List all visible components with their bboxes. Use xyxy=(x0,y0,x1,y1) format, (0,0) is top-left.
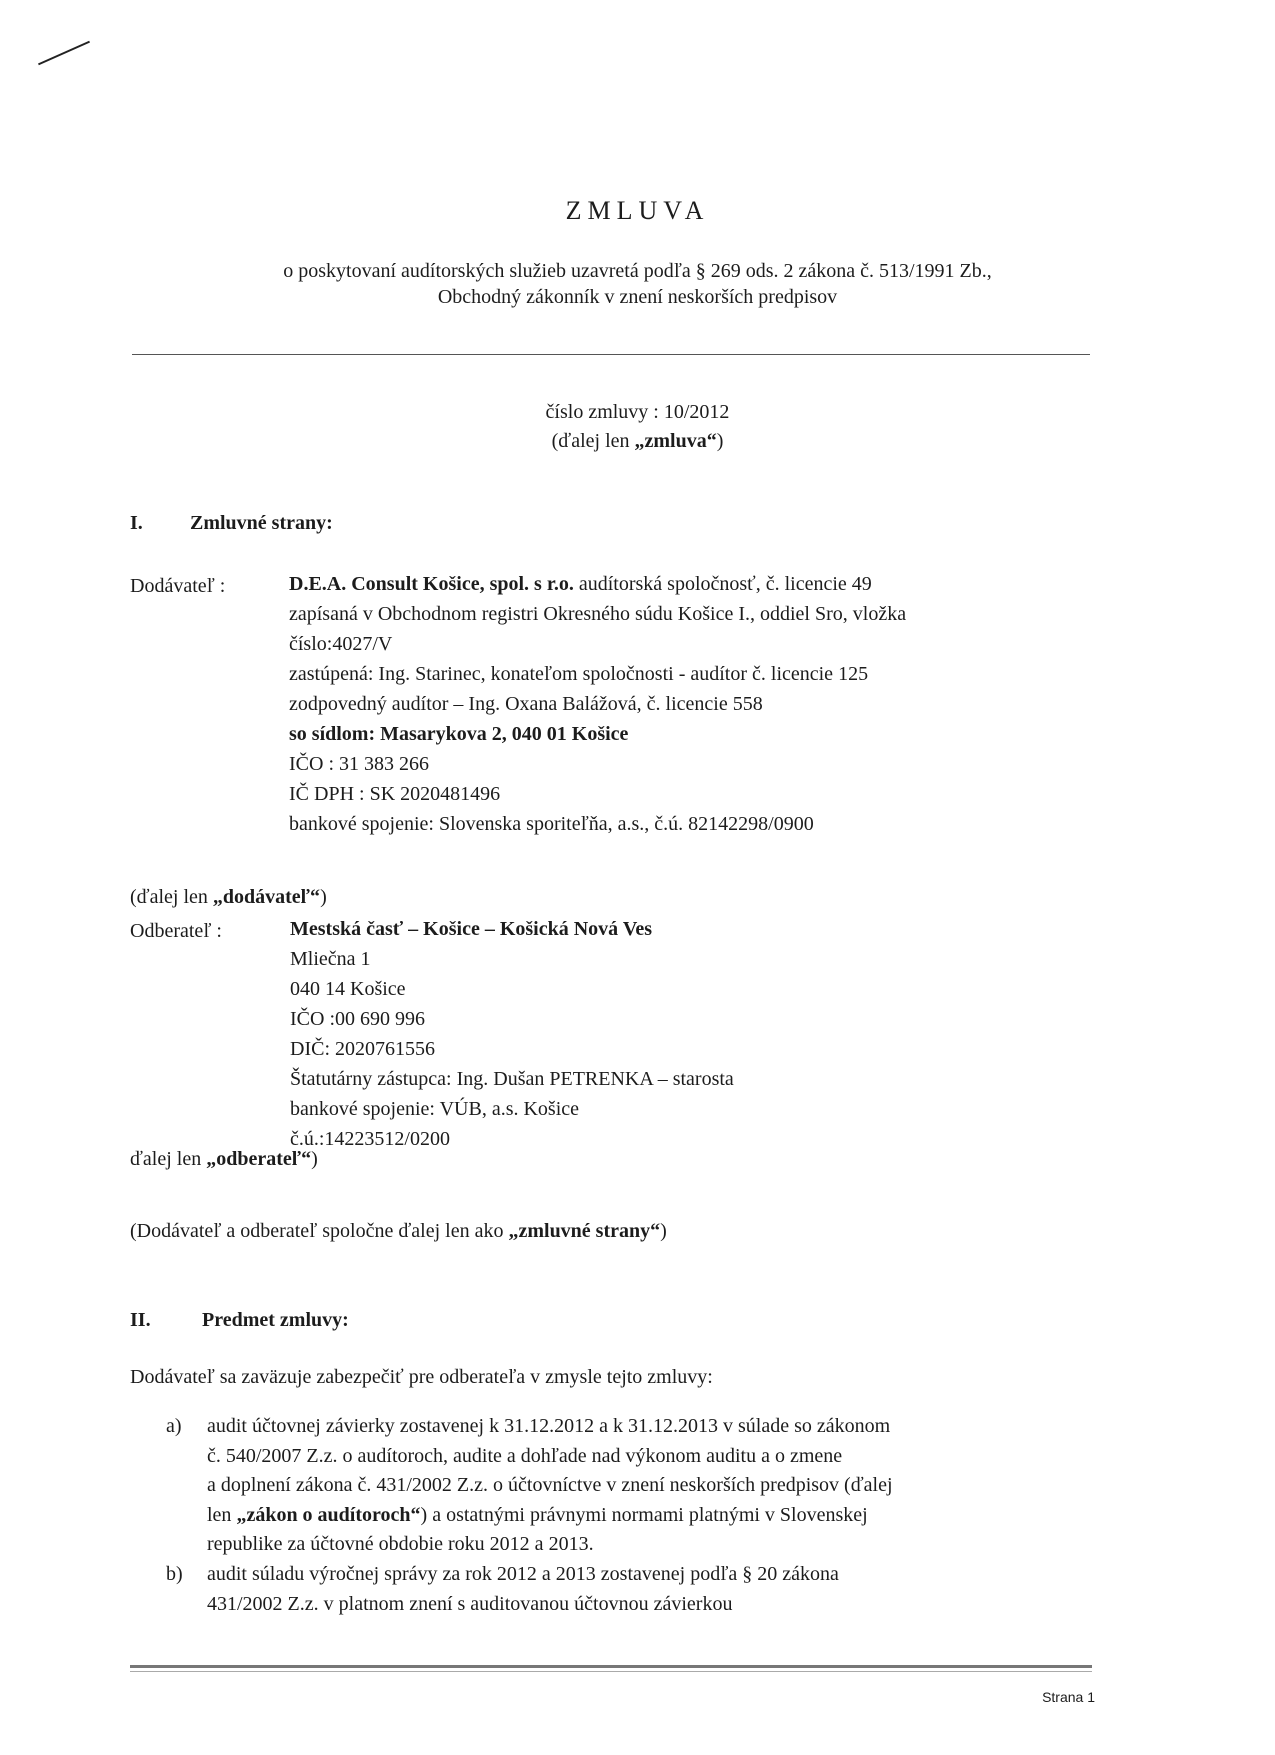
list-item-b-text: audit súladu výročnej správy za rok 2012 a 2013 zostavenej podľa § 20 zákona 431/2002 Z.z. v platnom znení s auditovanou účtovnou závierkou xyxy=(207,1563,839,1615)
supplier-details xyxy=(289,569,906,839)
customer-ico: IČO :00 690 996 xyxy=(290,1008,425,1030)
footer-rule xyxy=(130,1665,1092,1668)
section-2-intro: Dodávateľ sa zaväzuje zabezpečiť pre odberateľa v zmysle tejto zmluvy: xyxy=(130,1366,713,1388)
pen-mark xyxy=(38,41,90,66)
supplier-name-line: D.E.A. Consult Košice, spol. s r.o. audítorská spoločnosť, č. licencie 49 xyxy=(289,573,872,595)
customer-street: Mliečna 1 xyxy=(290,948,371,970)
customer-city: 040 14 Košice xyxy=(290,978,406,1000)
customer-dic: DIČ: 2020761556 xyxy=(290,1038,435,1060)
supplier-auditor: zodpovedný audítor – Ing. Oxana Balážová, č. licencie 558 xyxy=(289,693,763,715)
supplier-label: Dodávateľ : xyxy=(130,575,226,597)
supplier-ico: IČO : 31 383 266 xyxy=(289,753,429,775)
subtitle-line-2: Obchodný zákonník v znení neskorších predpisov xyxy=(437,286,838,308)
supplier-representative: zastúpená: Ing. Starinec, konateľom spoločnosti - audítor č. licencie 125 xyxy=(289,663,869,685)
supplier-bank: bankové spojenie: Slovenska sporiteľňa, a.s., č.ú. 82142298/0900 xyxy=(289,813,814,835)
supplier-registry-number: číslo:4027/V xyxy=(289,633,393,655)
section-2-title: Predmet zmluvy: xyxy=(202,1309,349,1331)
customer-label: Odberateľ : xyxy=(130,920,222,942)
footer-rule-thin xyxy=(130,1671,1092,1672)
customer-bank: bankové spojenie: VÚB, a.s. Košice xyxy=(290,1098,580,1120)
page-number: Strana 1 xyxy=(1042,1689,1095,1705)
section-1-title: Zmluvné strany: xyxy=(190,512,333,534)
customer-details xyxy=(290,914,734,1154)
parties-alias: (Dodávateľ a odberateľ spoločne ďalej len ako „zmluvné strany“) xyxy=(130,1220,667,1242)
section-1-heading xyxy=(130,512,333,535)
list-marker-a: a) xyxy=(166,1415,182,1437)
supplier-alias: (ďalej len „dodávateľ“) xyxy=(130,886,327,908)
header-rule xyxy=(132,354,1090,355)
subtitle-line-1: o poskytovaní audítorských služieb uzavretá podľa § 269 ods. 2 zákona č. 513/1991 Zb., xyxy=(283,260,992,282)
supplier-icdph: IČ DPH : SK 2020481496 xyxy=(289,783,501,805)
customer-representative: Štatutárny zástupca: Ing. Dušan PETRENKA – starosta xyxy=(290,1068,734,1090)
customer-name: Mestská časť – Košice – Košická Nová Ves xyxy=(290,918,653,940)
section-2-heading xyxy=(130,1309,349,1332)
list-item-a-text: audit účtovnej závierky zostavenej k 31.12.2012 a k 31.12.2013 v súlade so zákonom č. 540/2007 Z.z. o audítoroch, audite a dohľade nad výkonom auditu a o zmene a doplnení zákona č. 431/2002 Z.z. o účtovníctve v znení neskorších predpisov (ďalej len „zákon o audítoroch“) a ostatnými právnymi normami platnými v Slovenskej republike za účtovné obdobie roku 2012 a 2013. xyxy=(207,1415,893,1555)
supplier-registry-line: zapísaná v Obchodnom registri Okresného súdu Košice I., oddiel Sro, vložka xyxy=(289,603,907,625)
section-2-number: II. xyxy=(130,1309,151,1331)
section-1-number: I. xyxy=(130,512,143,534)
customer-alias: ďalej len „odberateľ“) xyxy=(130,1148,318,1170)
contract-number-block xyxy=(0,398,1275,456)
contract-alias: (ďalej len „zmluva“) xyxy=(551,430,724,452)
customer-account: č.ú.:14223512/0200 xyxy=(290,1128,450,1150)
document-subtitle xyxy=(0,258,1275,310)
document-title: ZMLUVA xyxy=(565,196,710,225)
supplier-seat: so sídlom: Masarykova 2, 040 01 Košice xyxy=(289,723,629,745)
contract-number: číslo zmluvy : 10/2012 xyxy=(545,401,730,423)
list-marker-b: b) xyxy=(166,1563,183,1585)
